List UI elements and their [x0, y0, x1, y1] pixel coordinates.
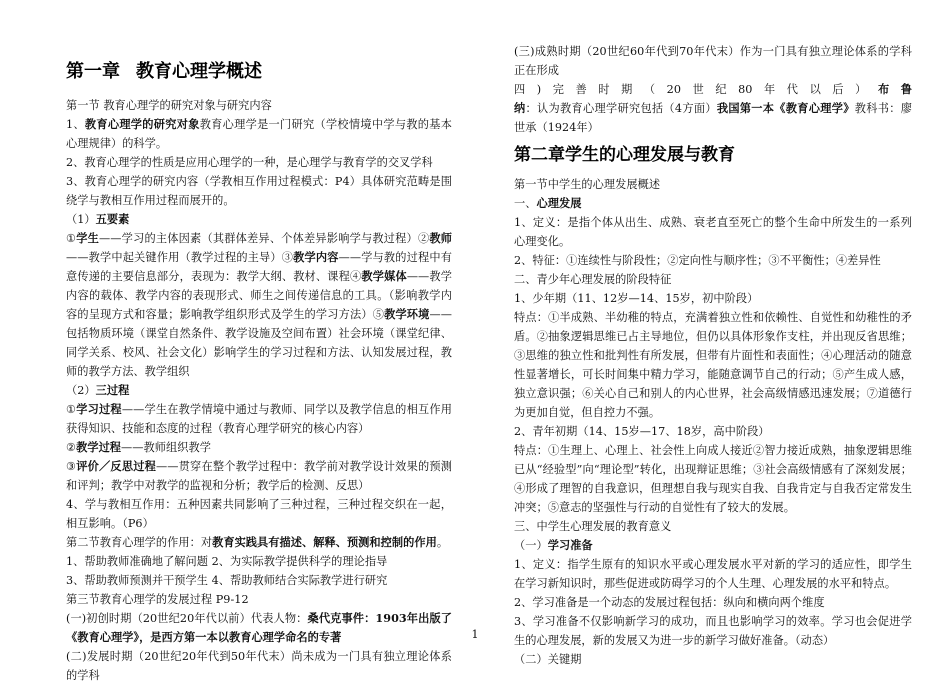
- chapter-name: 教育心理学概述: [136, 61, 262, 82]
- paragraph-r7: [514, 270, 912, 289]
- paragraph-p5: [66, 229, 452, 381]
- paragraph-p4: [66, 210, 452, 229]
- paragraph-p1: [66, 115, 452, 153]
- bold-term: 学习准备: [547, 538, 593, 552]
- text-run: 1、定义：是指个体从出生、成熟、衰老直至死亡的整个生命中所发生的一系列心理变化。: [514, 216, 912, 248]
- bold-term: 教学过程: [76, 440, 122, 454]
- text-run: 2、青年初期（14、15岁—17、18岁，高中阶段）: [514, 425, 770, 438]
- text-run: 3、学习准备不仅影响新学习的成功，而且也影响学习的效率。学习也会促进学生的心理发展，新的发展又为进一步的新学习做好准备。（动态）: [514, 615, 912, 647]
- bold-term: 学生: [76, 231, 100, 245]
- paragraph-p8: [66, 438, 452, 457]
- text-run: ——学与教的过程中有意传递的主要信息部分，表现为：教学大纲、教材、课程④: [66, 251, 452, 283]
- left-paragraphs: [66, 96, 452, 685]
- text-run: 三、中学生心理发展的教育意义: [514, 520, 672, 533]
- paragraph-r6: [514, 251, 912, 270]
- left-column: [66, 58, 452, 685]
- paragraph-r8: [514, 289, 912, 308]
- text-run: 第一节中学生的心理发展概述: [514, 178, 661, 191]
- bold-term: 教育实践具有描述、解释、预测和控制的作用: [212, 535, 437, 549]
- paragraph-p7: [66, 400, 452, 438]
- text-run: 二、青少年心理发展的阶段特征: [514, 273, 672, 286]
- paragraph-r15: [514, 593, 912, 612]
- text-run: 第一节 教育心理学的研究对象与研究内容: [66, 99, 272, 112]
- paragraph-p16: [66, 647, 452, 685]
- text-run: (三)成熟时期（20世纪60年代到70年代末）作为一门具有独立理论体系的学科正在形成: [514, 45, 912, 77]
- paragraph-s1: [66, 96, 452, 115]
- paragraph-p2: [66, 153, 452, 172]
- bold-term: 教育心理学的研究对象: [84, 117, 200, 131]
- paragraph-r17: [514, 650, 912, 669]
- text-run: 4、学与教相互作用：五种因素共同影响了三种过程，三种过程交织在一起，相互影响。（P6）: [66, 498, 452, 530]
- paragraph-r12: [514, 517, 912, 536]
- bold-term: 教师: [429, 231, 452, 245]
- paragraph-p14: [66, 590, 452, 609]
- paragraph-r4: [514, 194, 912, 213]
- bold-term: 心理发展: [536, 196, 582, 210]
- text-run: ：认为教育心理学研究包括（4方面）: [525, 102, 717, 115]
- text-run: (二)发展时期（20世纪20年代到50年代末）尚未成为一门具有独立理论体系的学科: [66, 650, 452, 682]
- text-run: 特点：①半成熟、半幼稚的特点，充满着独立性和依赖性、自觉性和幼稚性的矛盾。②抽象逻辑思维已占主导地位，但仍以具体形象作支柱，并出现反省思维；③思维的独立性和批判性有所发展，但带有片面性和表面性；④心理活动的随意性显著增长，可长时间集中精力学习，能随意调节自己的行动；⑤产生成人感，独立意识强；⑥关心自己和别人的内心世界，社会高级情感迅速发展；⑦道德行为更加自觉，但自控力不强。: [514, 311, 912, 419]
- text-run: ——包括物质环境（课堂自然条件、教学设施及空间布置）社会环境（课堂纪律、同学关系、校风、社会文化）影响学生的学习过程和方法、认知发展过程，教师的教学方法、教学组织: [66, 308, 453, 378]
- bold-term: 桑代克事件：1903年出版了《教育心理学》，是西方第一本以教育心理学命名的专著: [66, 611, 452, 644]
- paragraph-r13: [514, 536, 912, 555]
- paragraph-r1: [514, 42, 912, 80]
- paragraph-p11: [66, 533, 452, 552]
- text-run: 特点：①生理上、心理上、社会性上向成人接近②智力接近成熟，抽象逻辑思维已从“经验型”向“理论型”转化，出现辩证思维；③社会高级情感有了深刻发展；④形成了理智的自我意识，但理想自我与现实自我、自我肯定与自我否定常发生冲突；⑤意志的坚强性与行动的自觉性有了较大的发展。: [514, 444, 912, 514]
- text-run: (一)初创时期（20世纪20年代以前）代表人物：: [66, 612, 308, 625]
- paragraph-r10: [514, 422, 912, 441]
- text-run: （一）: [514, 539, 548, 552]
- text-run: 2、教育心理学的性质是应用心理学的一种，是心理学与教育学的交叉学科: [66, 156, 433, 169]
- paragraph-r3: [514, 175, 912, 194]
- paragraph-r11: [514, 441, 912, 517]
- text-run: 1、定义：指学生原有的知识水平或心理发展水平对新的学习的适应性，即学生在学习新知识时，那些促进或防碍学习的个人生理、心理发展的水平和特点。: [514, 558, 912, 590]
- bold-term: 我国第一本《教育心理学》: [716, 101, 855, 115]
- bold-term: 学习过程: [76, 402, 122, 416]
- right-top-paragraphs: [514, 42, 912, 137]
- text-run: ②: [66, 441, 77, 454]
- text-run: ③: [66, 460, 77, 473]
- text-run: 1、: [66, 118, 85, 131]
- paragraph-p9: [66, 457, 452, 495]
- paragraph-r5: [514, 213, 912, 251]
- right-column: [514, 42, 912, 669]
- text-run: 2、特征：①连续性与阶段性；②定向性与顺序性；③不平衡性；④差异性: [514, 254, 881, 267]
- bold-term: 教学媒体: [361, 269, 407, 283]
- paragraph-p10: [66, 495, 452, 533]
- text-run: ——教师组织教学: [121, 441, 211, 454]
- text-run: ——学生在教学情境中通过与教师、同学以及教学信息的相互作用获得知识、技能和态度的过程（教育心理学研究的核心内容）: [66, 403, 453, 435]
- text-run: ①: [66, 403, 77, 416]
- text-run: ——学习的主体因素（其群体差异、个体差异影响学与教过程）②: [99, 232, 430, 245]
- text-run: ——贯穿在整个教学过程中：教学前对教学设计效果的预测和评判；教学中对教学的监视和分析；教学后的检测、反思）: [66, 460, 452, 492]
- right-paragraphs: [514, 175, 912, 669]
- text-run: 教科书：廖世承（1924年）: [514, 102, 912, 134]
- bold-term: 教学环境: [384, 307, 430, 321]
- text-run: 1、少年期（11、12岁—14、15岁，初中阶段）: [514, 292, 759, 305]
- text-run: 3、帮助教师预测并干预学生 4、帮助教师结合实际教学进行研究: [66, 574, 388, 587]
- text-run: 第三节教育心理学的发展过程 P9-12: [66, 593, 249, 606]
- page-number: 1: [471, 628, 479, 641]
- text-run: 第二节教育心理学的作用：对: [66, 536, 213, 549]
- paragraph-p12: [66, 552, 452, 571]
- bold-term: 三过程: [95, 383, 130, 397]
- chapter-one-title: [66, 58, 452, 86]
- paragraph-r2: [514, 80, 912, 137]
- bold-term: 评价／反思过程: [76, 459, 157, 473]
- paragraph-p13: [66, 571, 452, 590]
- text-run: 教育心理学是一门研究（学校情境中学与教的基本心理规律）的科学。: [66, 118, 452, 150]
- text-run: 四)完善时期（20世纪80年代以后）: [514, 83, 878, 96]
- bold-term: 布鲁纳: [514, 82, 912, 115]
- paragraph-p3: [66, 172, 452, 210]
- text-run: （2）: [66, 384, 96, 397]
- text-run: 2、学习准备是一个动态的发展过程包括：纵向和横向两个维度: [514, 596, 825, 609]
- text-run: ①: [66, 232, 77, 245]
- text-run: 一、: [514, 197, 537, 210]
- chapter-number: 第一章: [66, 61, 120, 82]
- text-run: 3、教育心理学的研究内容（学教相互作用过程模式：P4）具体研究范畴是围绕学与教相互作用过程而展开的。: [66, 175, 452, 207]
- text-run: 1、帮助教师准确地了解问题 2、为实际教学提供科学的理论指导: [66, 555, 388, 568]
- paragraph-p6: [66, 381, 452, 400]
- bold-term: 教学内容: [293, 250, 339, 264]
- paragraph-r9: [514, 308, 912, 422]
- text-run: ——教学中起关键作用（教学过程的主导）③: [66, 251, 294, 264]
- paragraph-r14: [514, 555, 912, 593]
- chapter-two-title: [514, 141, 912, 169]
- text-run: 。: [436, 536, 449, 549]
- bold-term: 五要素: [95, 212, 130, 226]
- text-run: ——教学内容的载体、教学内容的表现形式、师生之间传递信息的工具。（影响教学内容的呈现方式和容量；影响教学组织形式及学生的学习方法）⑤: [66, 270, 453, 321]
- chapter-name: 第二章学生的心理发展与教育: [514, 145, 735, 165]
- text-run: （二）关键期: [514, 653, 582, 666]
- text-run: （1）: [66, 213, 96, 226]
